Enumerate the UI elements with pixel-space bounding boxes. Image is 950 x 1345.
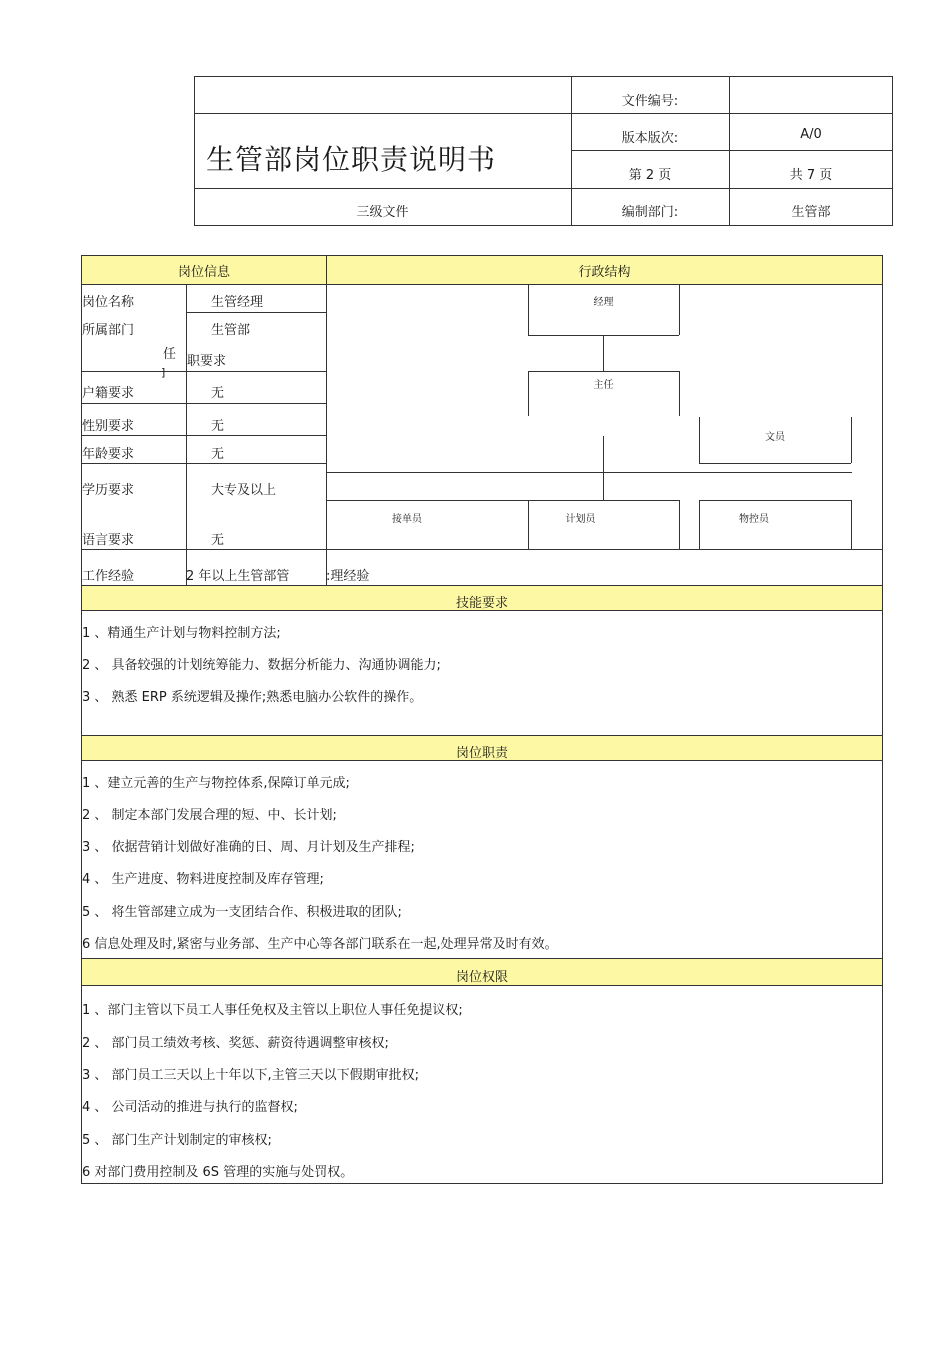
- org-structure-title: 行政结构: [578, 265, 631, 280]
- duty-item-2: 2 、 制定本部门发展合理的短、中、长计划;: [82, 808, 337, 823]
- document-level: 三级文件: [356, 205, 409, 220]
- org-material-controller: 物控员: [739, 514, 769, 525]
- authority-item-4: 4 、 公司活动的推进与执行的监督权;: [82, 1100, 298, 1115]
- department-label: 所属部门: [82, 323, 135, 338]
- skill-item-2: 2 、 具备较强的计划统筹能力、数据分析能力、沟通协调能力;: [82, 658, 441, 673]
- qualification-fragment-2: ]: [161, 366, 166, 379]
- age-value: 无: [211, 447, 225, 462]
- language-label: 语言要求: [82, 533, 135, 548]
- authority-item-2: 2 、 部门员工绩效考核、奖惩、薪资待遇调整审核权;: [82, 1036, 389, 1051]
- qualification-fragment: 任: [163, 347, 177, 362]
- post-name-label: 岗位名称: [82, 295, 135, 310]
- language-value: 无: [211, 533, 225, 548]
- experience-tail: :理经验: [326, 569, 370, 584]
- duty-item-1: 1 、建立元善的生产与物控体系,保障订单元成;: [82, 776, 350, 791]
- skills-title: 技能要求: [455, 596, 508, 611]
- duties-title: 岗位职责: [455, 746, 508, 761]
- org-planner: 计划员: [565, 514, 596, 525]
- duty-item-3: 3 、 依据营销计划做好准确的日、周、月计划及生产排程;: [82, 840, 415, 855]
- version-label: 版本版次:: [621, 131, 679, 146]
- skill-item-1: 1 、精通生产计划与物料控制方法;: [82, 626, 281, 641]
- post-info-title: 岗位信息: [177, 265, 230, 280]
- age-label: 年龄要求: [82, 447, 135, 462]
- education-value: 大专及以上: [211, 483, 277, 498]
- page-title: 生管部岗位职责说明书: [206, 143, 497, 176]
- org-order-taker: 接单员: [392, 514, 422, 525]
- department-value: 生管部: [211, 323, 251, 338]
- authority-item-6: 6 对部门费用控制及 6S 管理的实施与处罚权。: [82, 1165, 354, 1180]
- experience-value: 2 年以上生管部管: [186, 569, 290, 584]
- gender-value: 无: [211, 419, 225, 434]
- authority-item-1: 1 、部门主管以下员工人事任免权及主管以上职位人事任免提议权;: [82, 1003, 463, 1018]
- education-label: 学历要求: [82, 483, 135, 498]
- duty-item-4: 4 、 生产进度、物料进度控制及库存管理;: [82, 872, 324, 887]
- household-label: 户籍要求: [82, 386, 135, 401]
- dept-value: 生管部: [791, 205, 831, 220]
- household-value: 无: [211, 386, 225, 401]
- page-number: 第 2 页: [628, 168, 672, 183]
- skill-item-3: 3 、 熟悉 ERP 系统逻辑及操作;熟悉电脑办公软件的操作。: [82, 690, 423, 705]
- gender-label: 性别要求: [82, 419, 135, 434]
- org-supervisor: 主任: [593, 380, 614, 391]
- duty-item-5: 5 、 将生管部建立成为一支团结合作、积极进取的团队;: [82, 905, 402, 920]
- qualification-label: 职要求: [187, 354, 227, 369]
- authority-item-3: 3 、 部门员工三天以上十年以下,主管三天以下假期审批权;: [82, 1068, 420, 1083]
- dept-label: 编制部门:: [621, 205, 679, 220]
- authority-item-5: 5 、 部门生产计划制定的审核权;: [82, 1133, 272, 1148]
- org-manager: 经理: [593, 297, 614, 308]
- experience-label: 工作经验: [82, 569, 135, 584]
- org-clerk: 文员: [765, 432, 785, 443]
- post-name-value: 生管经理: [211, 295, 264, 310]
- duty-item-6: 6 信息处理及时,紧密与业务部、生产中心等各部门联系在一起,处理异常及时有效。: [82, 937, 558, 952]
- file-no-label: 文件编号:: [621, 94, 679, 109]
- authority-title: 岗位权限: [455, 970, 508, 985]
- version-value: A/0: [800, 127, 822, 142]
- total-pages: 共 7 页: [789, 168, 833, 183]
